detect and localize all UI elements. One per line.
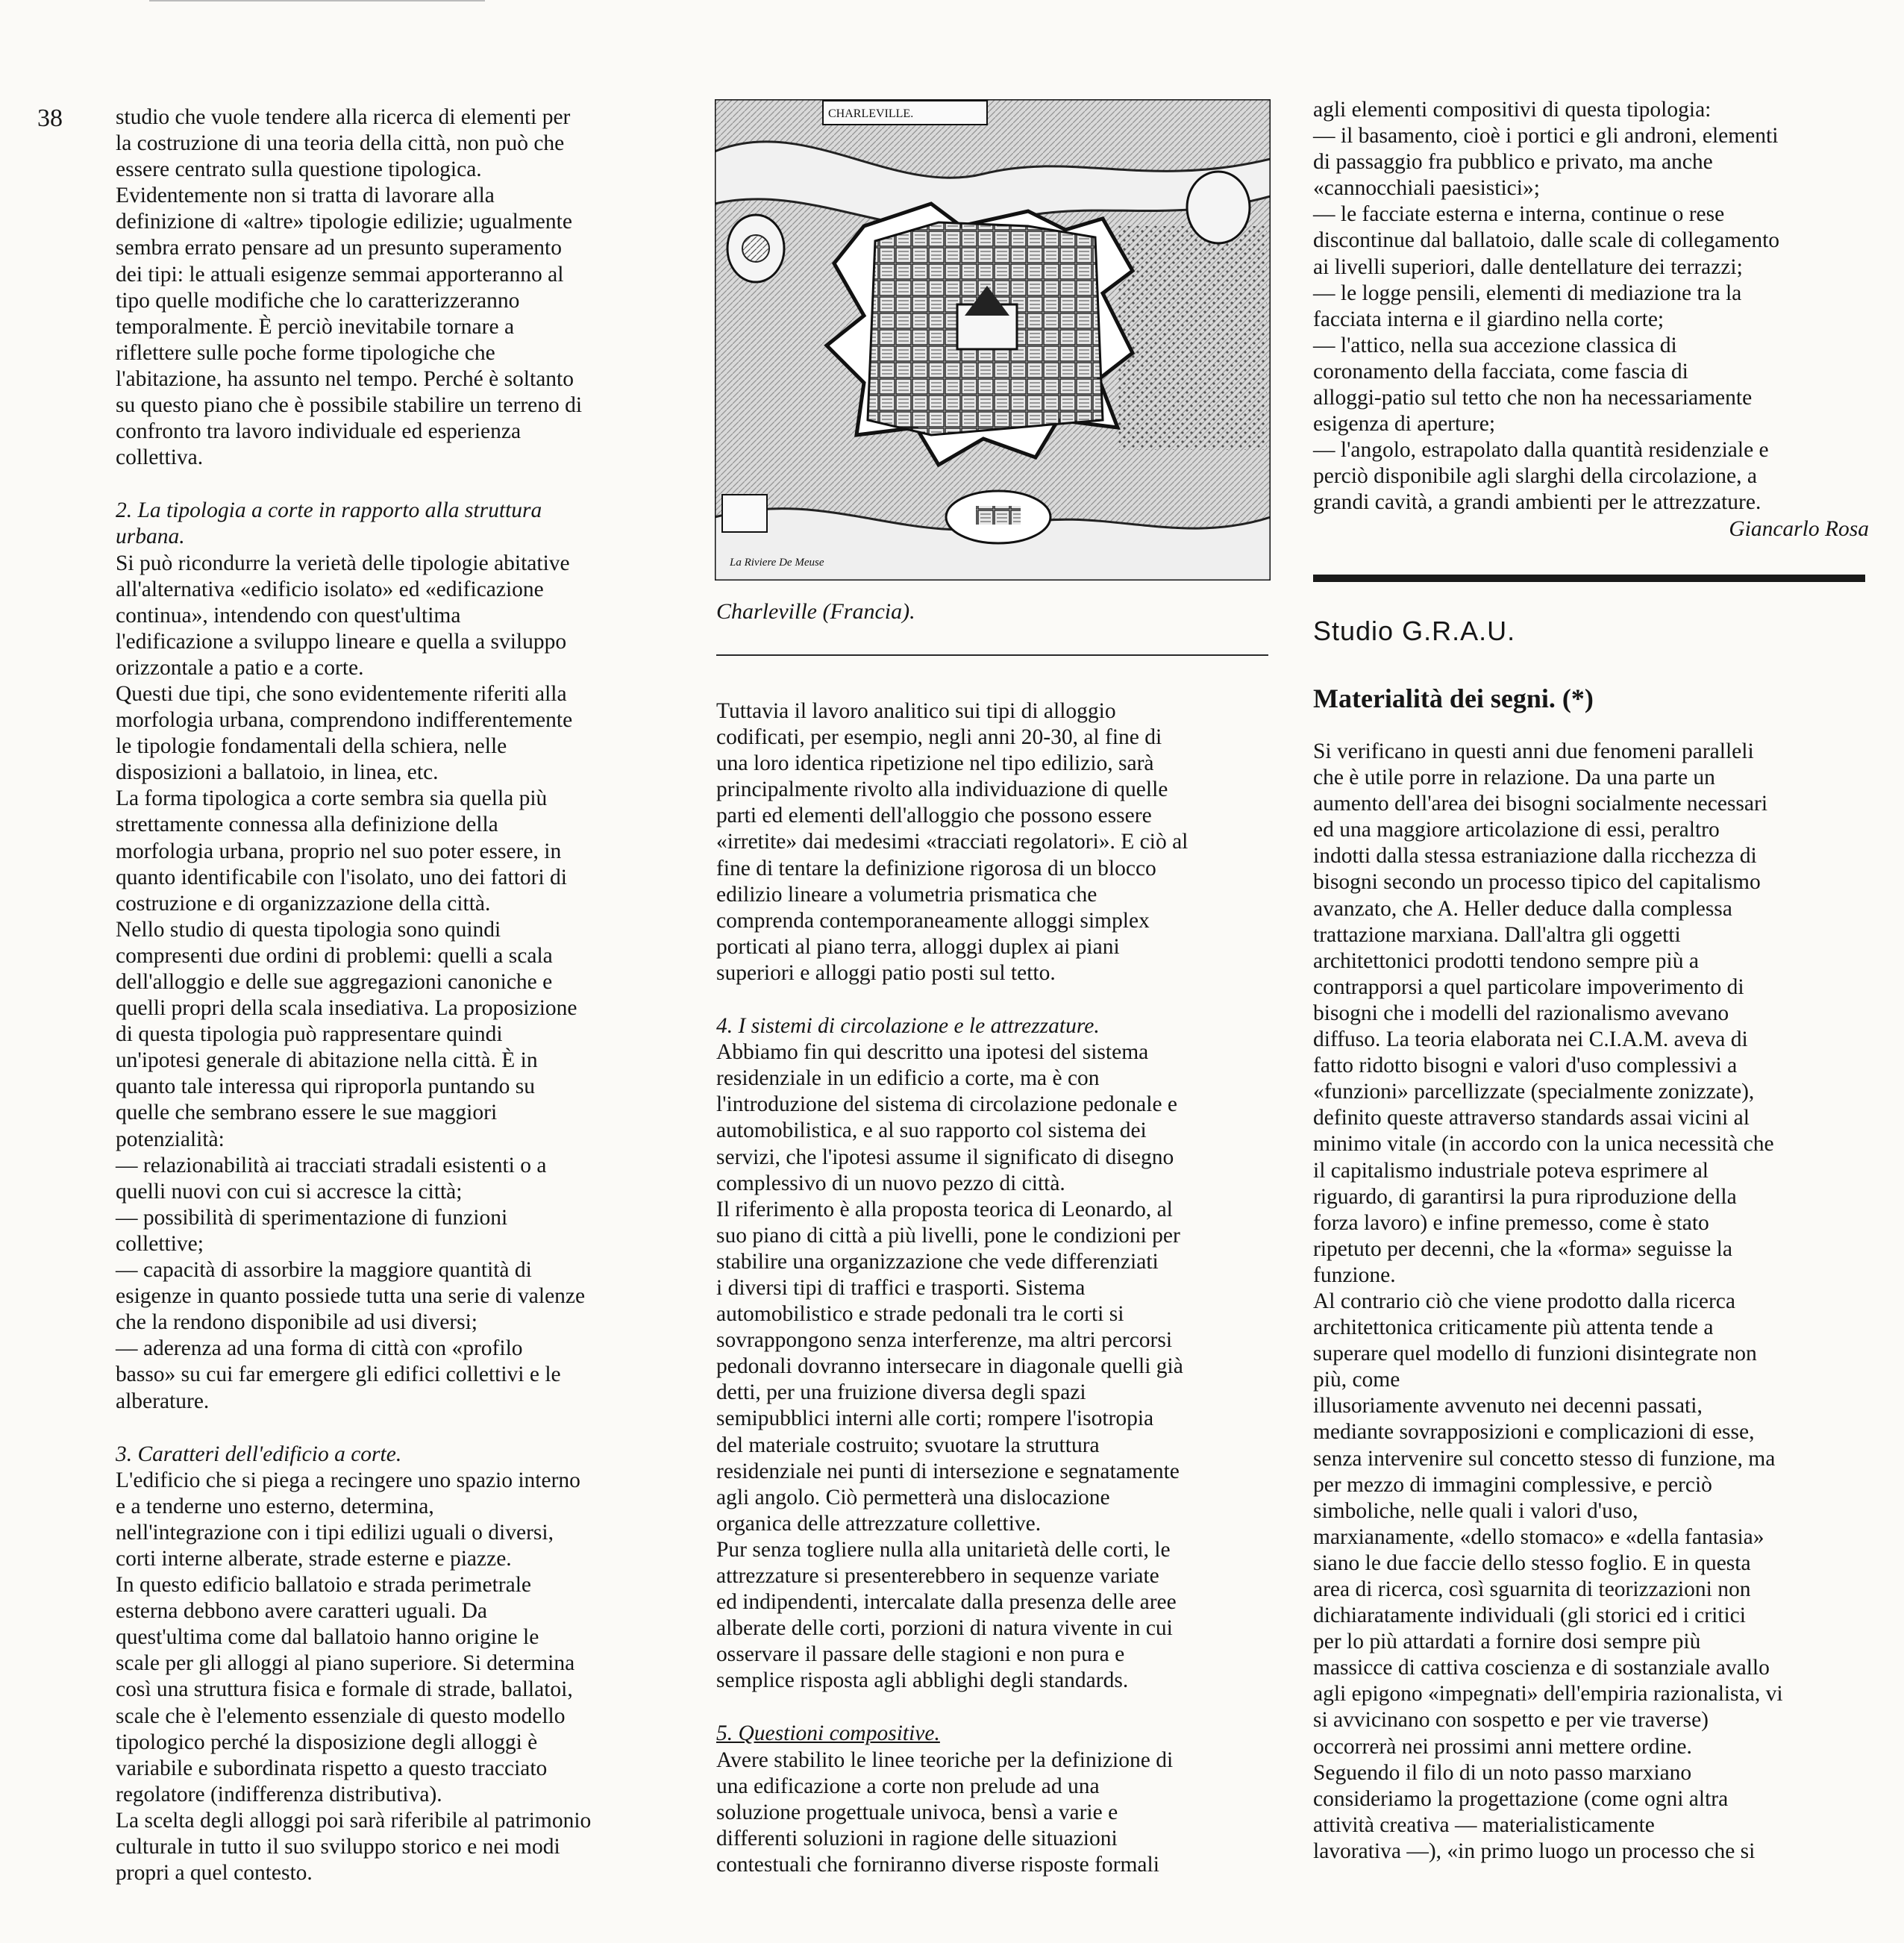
text-line: esigenza di aperture; — [1313, 412, 1496, 437]
text-line: temporalmente. È perciò inevitabile tornare a — [116, 314, 515, 339]
text-line: residenziale nei punti di intersezione e segnatamente — [716, 1459, 1180, 1483]
text-line: di passaggio fra pubblico e privato, ma anche — [1313, 150, 1713, 175]
text-line: l'abitazione, ha assunto nel tempo. Perché è soltanto — [116, 366, 574, 391]
studio-title: Studio G.R.A.U. — [1313, 616, 1516, 646]
map-cartouche-text: CHARLEVILLE. — [828, 107, 914, 120]
text-line: dell'alloggio e delle sue aggregazioni canoniche e — [116, 970, 553, 994]
text-line: culturale in tutto il suo sviluppo storico e nei modi — [116, 1835, 560, 1859]
section-4-heading: 4. I sistemi di circolazione e le attrezzature. — [716, 1014, 1100, 1039]
text-line: quanto identificabile con l'isolato, uno dei fattori di — [116, 865, 567, 889]
text-line: definizione di «altre» tipologie edilizie; ugualmente — [116, 210, 572, 234]
text-line: agli angolo. Ciò permetterà una dislocazione — [716, 1485, 1110, 1509]
text-line: ripetuto per decenni, che la «forma» seguisse la — [1313, 1236, 1732, 1261]
text-line: del materiale costruito; svuotare la struttura — [716, 1433, 1100, 1457]
text-line: su questo piano che è possibile stabilire un terreno di — [116, 393, 583, 418]
text-line: scale che è l'elemento essenziale di questo modello — [116, 1703, 566, 1728]
text-line: La scelta degli alloggi poi sarà riferibile al patrimonio — [116, 1808, 592, 1833]
author-signature: Giancarlo Rosa — [1729, 516, 1869, 541]
text-line: Si verificano in questi anni due fenomeni paralleli — [1313, 739, 1754, 763]
text-line: mediante sovrapposizioni e complicazioni di esse, — [1313, 1420, 1755, 1445]
text-line: avanzato, che A. Heller deduce dalla complessa — [1313, 896, 1732, 921]
text-line: Il riferimento è alla proposta teorica di Leonardo, al — [716, 1197, 1173, 1221]
text-line: differenti soluzioni in ragione delle situazioni — [716, 1826, 1118, 1850]
text-line: trattazione marxiana. Dall'altra gli oggetti — [1313, 922, 1681, 947]
text-line: porticati al piano terra, alloggi duplex ai piani — [716, 934, 1120, 959]
text-line: morfologia urbana, comprendono indifferentemente — [116, 708, 573, 733]
text-line: — le facciate esterna e interna, continue o rese — [1313, 202, 1725, 227]
text-line: una loro identica ripetizione nel tipo edilizio, sarà — [716, 751, 1154, 776]
text-line: massicce di cattiva coscienza e di sostanziale avallo — [1313, 1656, 1770, 1680]
text-line: superiori e alloggi patio posti sul tetto. — [716, 960, 1056, 985]
text-line: comprenda contemporaneamente alloggi simplex — [716, 908, 1150, 933]
text-line: occorrerà nei prossimi anni mettere ordine. — [1313, 1734, 1692, 1759]
text-line: all'alternativa «edificio isolato» ed «edificazione — [116, 577, 544, 601]
text-line: l'edificazione a sviluppo lineare e quella a sviluppo — [116, 629, 567, 654]
text-line: attrezzature si presenterebbero in sequenze variate — [716, 1564, 1159, 1588]
top-edge-line — [149, 0, 485, 1]
text-line: detti, per una fruizione diversa degli spazi — [716, 1380, 1086, 1405]
section-2-heading: 2. La tipologia a corte in rapporto alla struttura urbana. — [116, 498, 542, 549]
text-line: residenziale in un edificio a corte, ma è con — [716, 1066, 1100, 1091]
article-subtitle: Materialità dei segni. (*) — [1313, 683, 1594, 713]
text-line: sembra errato pensare ad un presunto superamento — [116, 236, 562, 260]
text-line: funzione. — [1313, 1263, 1396, 1287]
text-line: servizi, che l'ipotesi assume il significato di disegno — [716, 1145, 1174, 1169]
text-line: edilizio lineare a volumetria prismatica che — [716, 882, 1097, 907]
figure-caption: Charleville (Francia). — [716, 599, 915, 624]
text-line: compresenti due ordini di problemi: quelli a scala — [116, 943, 553, 968]
article-separator — [1313, 575, 1865, 582]
text-line: essere centrato sulla questione tipologica. — [116, 157, 482, 182]
text-line: costruzione e di organizzazione della città. — [116, 891, 491, 916]
text-line: corti interne alberate, strade esterne e piazze. — [116, 1546, 512, 1571]
text-line: così una struttura fisica e formale di strade, ballatoi, — [116, 1677, 573, 1702]
text-line: esigenze in quanto possiede tutta una serie di valenze — [116, 1284, 586, 1309]
text-line: agli epigono «impegnati» dell'empiria razionalista, vi — [1313, 1682, 1783, 1706]
text-line: Al contrario ciò che viene prodotto dalla ricerca — [1313, 1289, 1735, 1313]
text-line: ai livelli superiori, dalle dentellature dei terrazzi; — [1313, 254, 1743, 279]
text-line: Pur senza togliere nulla alla unitarietà delle corti, le — [716, 1537, 1171, 1562]
text-line: forza lavoro) e infine premesso, come è stato — [1313, 1210, 1709, 1235]
text-line: alberature. — [116, 1389, 210, 1413]
text-line: marxianamente, «dello stomaco» e «della fantasia» — [1313, 1524, 1764, 1549]
text-line: senza intervenire sul concetto stesso di funzione, ma — [1313, 1446, 1776, 1471]
text-line: — le logge pensili, elementi di mediazione tra la — [1313, 281, 1742, 305]
text-line: un'ipotesi generale di abitazione nella città. È in — [116, 1048, 538, 1073]
column-3-article — [1313, 739, 1869, 1865]
text-line: — capacità di assorbire la maggiore quantità di — [116, 1258, 532, 1283]
text-line: variabile e subordinata rispetto a questo tracciato — [116, 1756, 548, 1780]
text-line: quelle che sembrano essere le sue maggiori — [116, 1101, 498, 1125]
text-line: Abbiamo fin qui descritto una ipotesi del sistema — [716, 1040, 1149, 1065]
section-3-heading: 3. Caratteri dell'edificio a corte. — [116, 1442, 402, 1466]
text-line: collettive; — [116, 1231, 204, 1256]
text-line: riguardo, di garantirsi la pura riproduzione della — [1313, 1184, 1737, 1209]
text-line: illusoriamente avvenuto nei decenni passati, — [1313, 1394, 1703, 1418]
text-line: strettamente connessa alla definizione della — [116, 813, 498, 837]
text-line: propri a quel contesto. — [116, 1861, 313, 1886]
text-line: scale per gli alloggi al piano superiore. Si determina — [116, 1651, 575, 1676]
text-line: — possibilità di sperimentazione di funzioni — [116, 1205, 508, 1230]
text-line: Evidentemente non si tratta di lavorare alla — [116, 184, 495, 208]
charleville-map-figure — [715, 99, 1271, 581]
text-line: una edificazione a corte non prelude ad una — [716, 1774, 1100, 1798]
text-line: architettonici prodotti tendono sempre più a — [1313, 948, 1699, 973]
text-line: codificati, per esempio, negli anni 20-30, al fine di — [716, 725, 1162, 750]
text-line: indotti dalla stessa estraniazione dalla ricchezza di — [1313, 844, 1757, 869]
text-line: ed una maggiore articolazione di essi, peraltro — [1313, 818, 1720, 842]
text-line: soluzione progettuale univoca, bensì a varie e — [716, 1800, 1118, 1824]
section-4-body — [716, 1039, 1268, 1694]
text-line: collettiva. — [116, 445, 204, 470]
text-line: tipo quelle modifiche che lo caratterizzeranno — [116, 288, 520, 313]
text-line: area di ricerca, così sguarnita di teorizzazioni non — [1313, 1577, 1751, 1601]
text-line: La forma tipologica a corte sembra sia quella più — [116, 786, 548, 811]
text-line: confronto tra lavoro individuale ed esperienza — [116, 419, 522, 444]
text-line: dei tipi: le attuali esigenze semmai apporteranno al — [116, 262, 564, 287]
map-river-label: La Riviere De Meuse — [730, 557, 824, 569]
text-line: disposizioni a ballatoio, in linea, etc. — [116, 760, 439, 785]
text-line: superare quel modello di funzioni disintegrate non — [1313, 1342, 1757, 1366]
text-line: quelli nuovi con cui si accresce la città; — [116, 1179, 463, 1204]
text-line: «funzioni» parcellizzate (specialmente zonizzate), — [1313, 1080, 1755, 1104]
text-line: per mezzo di immagini complessive, e perciò — [1313, 1472, 1712, 1497]
text-line: continua», intendendo con quest'ultima — [116, 603, 461, 628]
text-line: definito queste attraverso standards assai vicini al — [1313, 1106, 1750, 1130]
text-line: attività creativa — materialisticamente — [1313, 1812, 1655, 1837]
text-line: l'introduzione del sistema di circolazione pedonale e — [716, 1092, 1178, 1117]
text-line: quest'ultima come dal ballatoio hanno origine le — [116, 1625, 539, 1650]
page-number: 38 — [37, 104, 63, 132]
text-line: ed indipendenti, intercalate dalla presenza delle aree — [716, 1590, 1177, 1615]
column-2-divider — [716, 654, 1268, 656]
text-line: morfologia urbana, proprio nel suo poter essere, in — [116, 839, 562, 863]
text-line: suo piano di città a più livelli, pone le condizioni per — [716, 1223, 1180, 1248]
column-1 — [116, 104, 686, 1886]
section-3-body — [116, 1468, 686, 1887]
text-line: — l'angolo, estrapolato dalla quantità residenziale e — [1313, 438, 1769, 463]
text-line: siano le due faccie dello stesso foglio. E in questa — [1313, 1551, 1751, 1575]
text-line: alloggi-patio sul tetto che non ha necessariamente — [1313, 386, 1753, 410]
text-line: più, come — [1313, 1368, 1400, 1392]
text-line: Nello studio di questa tipologia sono quindi — [116, 917, 501, 942]
text-line: — relazionabilità ai tracciati stradali esistenti o a — [116, 1153, 547, 1177]
text-line: esterna debbono avere caratteri uguali. Da — [116, 1599, 487, 1624]
text-line: Questi due tipi, che sono evidentemente riferiti alla — [116, 681, 567, 706]
text-line: Seguendo il filo di un noto passo marxiano — [1313, 1760, 1692, 1785]
text-line: coronamento della facciata, come fascia di — [1313, 359, 1688, 384]
text-line: aumento dell'area dei bisogni socialmente necessari — [1313, 792, 1768, 816]
text-line: «irretite» dai medesimi «tracciati regolatori». E ciò al — [716, 830, 1189, 854]
text-line: consideriamo la progettazione (come ogni altra — [1313, 1786, 1729, 1811]
text-line: alberate delle corti, porzioni di natura vivente in cui — [716, 1616, 1173, 1641]
text-line: complessivo di un nuovo pezzo di città. — [716, 1171, 1065, 1195]
text-line: contestuali che forniranno diverse risposte formali — [716, 1852, 1159, 1877]
text-line: riflettere sulle poche forme tipologiche che — [116, 340, 495, 365]
text-line: Tuttavia il lavoro analitico sui tipi di alloggio — [716, 699, 1116, 723]
text-line: parti ed elementi dell'alloggio che possono essere — [716, 804, 1152, 828]
text-line: diffuso. La teoria elaborata nei C.I.A.M. aveva di — [1313, 1027, 1748, 1052]
text-line: basso» su cui far emergere gli edifici collettivi e le — [116, 1362, 561, 1387]
text-line: e a tenderne uno esterno, determina, — [116, 1494, 434, 1518]
text-line: la costruzione di una teoria della città, non può che — [116, 131, 565, 156]
text-line: perciò disponibile agli slarghi della circolazione, a — [1313, 464, 1757, 489]
intro-paragraph — [116, 104, 686, 471]
text-line: le tipologie fondamentali della schiera, nelle — [116, 734, 507, 759]
text-line: che la rendono disponibile ad usi diversi; — [116, 1310, 478, 1335]
text-line: semipubblici interni alle corti; rompere l'isotropia — [716, 1407, 1154, 1431]
text-line: semplice risposta agli abblighi degli standards. — [716, 1668, 1129, 1693]
text-line: minimo vitale (in accordo con la unica necessità che — [1313, 1132, 1774, 1157]
text-line: stabilire una organizzazione che vede differenziati — [716, 1249, 1159, 1274]
column-2 — [716, 698, 1268, 1878]
text-line: studio che vuole tendere alla ricerca di elementi per — [116, 105, 571, 129]
text-line: agli elementi compositivi di questa tipologia: — [1313, 98, 1712, 122]
text-line: «cannocchiali paesistici»; — [1313, 176, 1540, 201]
text-line: quanto tale interessa qui riproporla puntando su — [116, 1074, 535, 1099]
section-5-heading: 5. Questioni compositive. — [716, 1721, 940, 1746]
text-line: Avere stabilito le linee teoriche per la definizione di — [716, 1748, 1174, 1772]
text-line: nell'integrazione con i tipi edilizi uguali o diversi, — [116, 1520, 554, 1545]
col2-intro — [716, 698, 1268, 986]
text-line: — l'attico, nella sua accezione classica di — [1313, 333, 1677, 357]
text-line: i diversi tipi di traffici e trasporti. Sistema — [716, 1275, 1086, 1300]
text-line: per lo più attardati a fornire dosi sempre più — [1313, 1630, 1701, 1654]
text-line: osservare il passare delle stagioni e non pura e — [716, 1642, 1125, 1667]
text-line: sovrappongono senza interferenze, ma altri percorsi — [716, 1328, 1173, 1353]
text-line: — il basamento, cioè i portici e gli androni, elementi — [1313, 124, 1779, 148]
text-line: tipologico perché la disposizione degli alloggi è — [116, 1730, 538, 1754]
text-line: principalmente rivolto alla individuazione di quelle — [716, 777, 1168, 802]
text-line: pedonali dovranno intersecare in diagonale quelli già — [716, 1354, 1183, 1379]
text-line: discontinue dal ballatoio, dalle scale di collegamento — [1313, 228, 1780, 253]
text-line: organica delle attrezzature collettive. — [716, 1511, 1042, 1536]
text-line: — aderenza ad una forma di città con «profilo — [116, 1336, 523, 1361]
text-line: si avvicinano con sospetto e per vie traverse) — [1313, 1708, 1709, 1733]
text-line: orizzontale a patio e a corte. — [116, 655, 364, 680]
text-line: bisogni secondo un processo tipico del capitalismo — [1313, 870, 1761, 895]
text-line: quelli propri della scala insediativa. La proposizione — [116, 996, 577, 1021]
text-line: In questo edificio ballatoio e strada perimetrale — [116, 1573, 531, 1598]
text-line: contrapporsi a quel particolare impoverimento di — [1313, 974, 1744, 999]
column-3 — [1313, 97, 1869, 542]
text-line: il capitalismo industriale poteva esprimere al — [1313, 1158, 1709, 1183]
article-body — [1313, 739, 1869, 1865]
text-line: Si può ricondurre la verietà delle tipologie abitative — [116, 551, 570, 575]
section-5-body — [716, 1748, 1268, 1878]
text-line: lavorativa —), «in primo luogo un processo che si — [1313, 1839, 1756, 1863]
text-line: di questa tipologia può rappresentare quindi — [116, 1022, 503, 1047]
text-line: fine di tentare la definizione rigorosa di un blocco — [716, 856, 1156, 880]
text-line: facciata interna e il giardino nella corte; — [1313, 307, 1665, 331]
text-line: architettonica criticamente più attenta tende a — [1313, 1315, 1714, 1340]
text-line: regolatore (indifferenza distributiva). — [116, 1782, 442, 1806]
text-line: simboliche, nelle quali i valori d'uso, — [1313, 1498, 1638, 1523]
text-line: che è utile porre in relazione. Da una parte un — [1313, 766, 1715, 790]
text-line: automobilistica, e al suo rapporto col sistema dei — [716, 1118, 1147, 1143]
text-line: fatto ridotto bisogni e valori d'uso complessivi a — [1313, 1054, 1738, 1078]
section-2-body — [116, 551, 686, 1415]
col3-list — [1313, 97, 1869, 516]
text-line: grandi cavità, a grandi ambienti per le attrezzature. — [1313, 490, 1761, 515]
text-line: potenzialità: — [116, 1127, 225, 1151]
text-line: dichiaratamente individuali (gli storici ed i critici — [1313, 1603, 1746, 1628]
text-line: bisogni che i modelli del razionalismo avevano — [1313, 1001, 1729, 1025]
text-line: L'edificio che si piega a recingere uno spazio interno — [116, 1468, 580, 1492]
text-line: automobilistico e strade pedonali tra le corti si — [716, 1302, 1124, 1327]
